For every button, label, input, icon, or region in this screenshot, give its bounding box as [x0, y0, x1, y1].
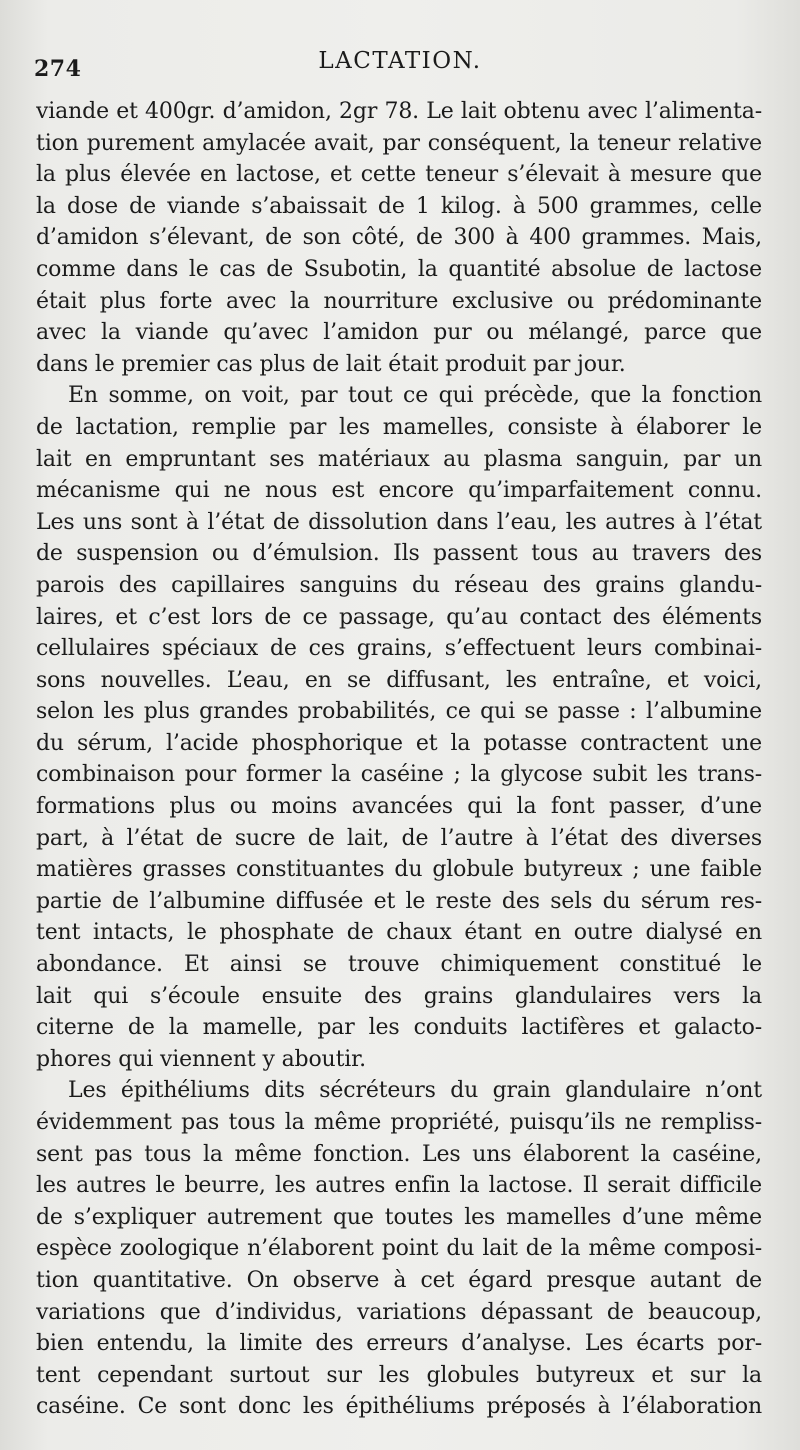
text-line: combinaison pour former la caséine ; la glycose subit les trans- — [36, 762, 762, 788]
text-line: lait en empruntant ses matériaux au plasma sanguin, par un — [36, 446, 762, 472]
text-line: partie de l’albumine diffusée et le reste des sels du sérum res- — [36, 888, 762, 914]
text-line: dans le premier cas plus de lait était produit par jour. — [36, 351, 626, 377]
text-line: matières grasses constituantes du globule butyreux ; une faible — [36, 857, 762, 883]
text-line: formations plus ou moins avancées qui la font passer, d’une — [36, 794, 762, 820]
text-line: variations que d’individus, variations dépassant de beaucoup, — [36, 1299, 762, 1325]
text-line: espèce zoologique n’élaborent point du lait de la même composi- — [36, 1236, 762, 1262]
page-number: 274 — [34, 56, 82, 82]
running-title: LACTATION. — [318, 48, 482, 74]
text-line: Les épithéliums dits sécréteurs du grain glandulaire n’ont — [68, 1078, 762, 1104]
text-line: évidemment pas tous la même propriété, puisqu’ils ne rempliss- — [36, 1110, 762, 1135]
text-line: les autres le beurre, les autres enfin la lactose. Il serait difficile — [36, 1173, 762, 1199]
text-line: abondance. Et ainsi se trouve chimiquement constitué le — [36, 952, 762, 978]
text-line: de lactation, remplie par les mamelles, consiste à élaborer le — [36, 414, 762, 440]
text-line: était plus forte avec la nourriture exclusive ou prédominante — [36, 288, 762, 314]
text-line: part, à l’état de sucre de lait, de l’autre à l’état des diverses — [36, 825, 762, 851]
text-line: citerne de la mamelle, par les conduits lactifères et galacto- — [36, 1015, 762, 1041]
text-line: tent intacts, le phosphate de chaux étant en outre dialysé en — [36, 920, 762, 946]
text-line: caséine. Ce sont donc les épithéliums préposés à l’élaboration — [36, 1394, 762, 1420]
text-line: mécanisme qui ne nous est encore qu’imparfaitement connu. — [36, 478, 762, 504]
text-line: la plus élevée en lactose, et cette teneur s’élevait à mesure que — [36, 162, 762, 188]
text-line: lait qui s’écoule ensuite des grains glandulaires vers la — [36, 983, 762, 1009]
text-line: En somme, on voit, par tout ce qui précède, que la fonction — [68, 383, 762, 409]
text-line: tion quantitative. On observe à cet égard presque autant de — [36, 1267, 762, 1293]
text-line: avec la viande qu’avec l’amidon pur ou mélangé, parce que — [36, 320, 762, 346]
text-line: d’amidon s’élevant, de son côté, de 300 à 400 grammes. Mais, — [36, 225, 762, 251]
body-text — [36, 96, 762, 1423]
text-line: sent pas tous la même fonction. Les uns élaborent la caséine, — [36, 1141, 762, 1167]
text-line: de s’expliquer autrement que toutes les mamelles d’une même — [36, 1204, 762, 1230]
text-line: cellulaires spéciaux de ces grains, s’effectuent leurs combinai- — [36, 636, 762, 662]
text-line: tion purement amylacée avait, par conséquent, la teneur relative — [36, 130, 762, 156]
text-line: Les uns sont à l’état de dissolution dans l’eau, les autres à l’état — [36, 509, 762, 535]
text-line: selon les plus grandes probabilités, ce qui se passe : l’albumine — [36, 699, 762, 725]
text-line: comme dans le cas de Ssubotin, la quantité absolue de lactose — [36, 256, 762, 282]
text-line: du sérum, l’acide phosphorique et la potasse contractent une — [36, 730, 762, 756]
text-line: phores qui viennent y aboutir. — [36, 1046, 366, 1072]
text-line: tent cependant surtout sur les globules butyreux et sur la — [36, 1362, 762, 1388]
text-line: la dose de viande s’abaissait de 1 kilog. à 500 grammes, celle — [36, 193, 762, 219]
text-line: bien entendu, la limite des erreurs d’analyse. Les écarts por- — [36, 1331, 762, 1357]
page-header — [34, 44, 766, 84]
text-line: viande et 400gr. d’amidon, 2gr 78. Le lait obtenu avec l’alimenta- — [36, 99, 762, 124]
text-line: parois des capillaires sanguins du réseau des grains glandu- — [36, 572, 762, 598]
text-line: laires, et c’est lors de ce passage, qu’au contact des éléments — [36, 604, 762, 630]
text-line: sons nouvelles. L’eau, en se diffusant, les entraîne, et voici, — [36, 667, 762, 693]
text-line: de suspension ou d’émulsion. Ils passent tous au travers des — [36, 541, 762, 567]
